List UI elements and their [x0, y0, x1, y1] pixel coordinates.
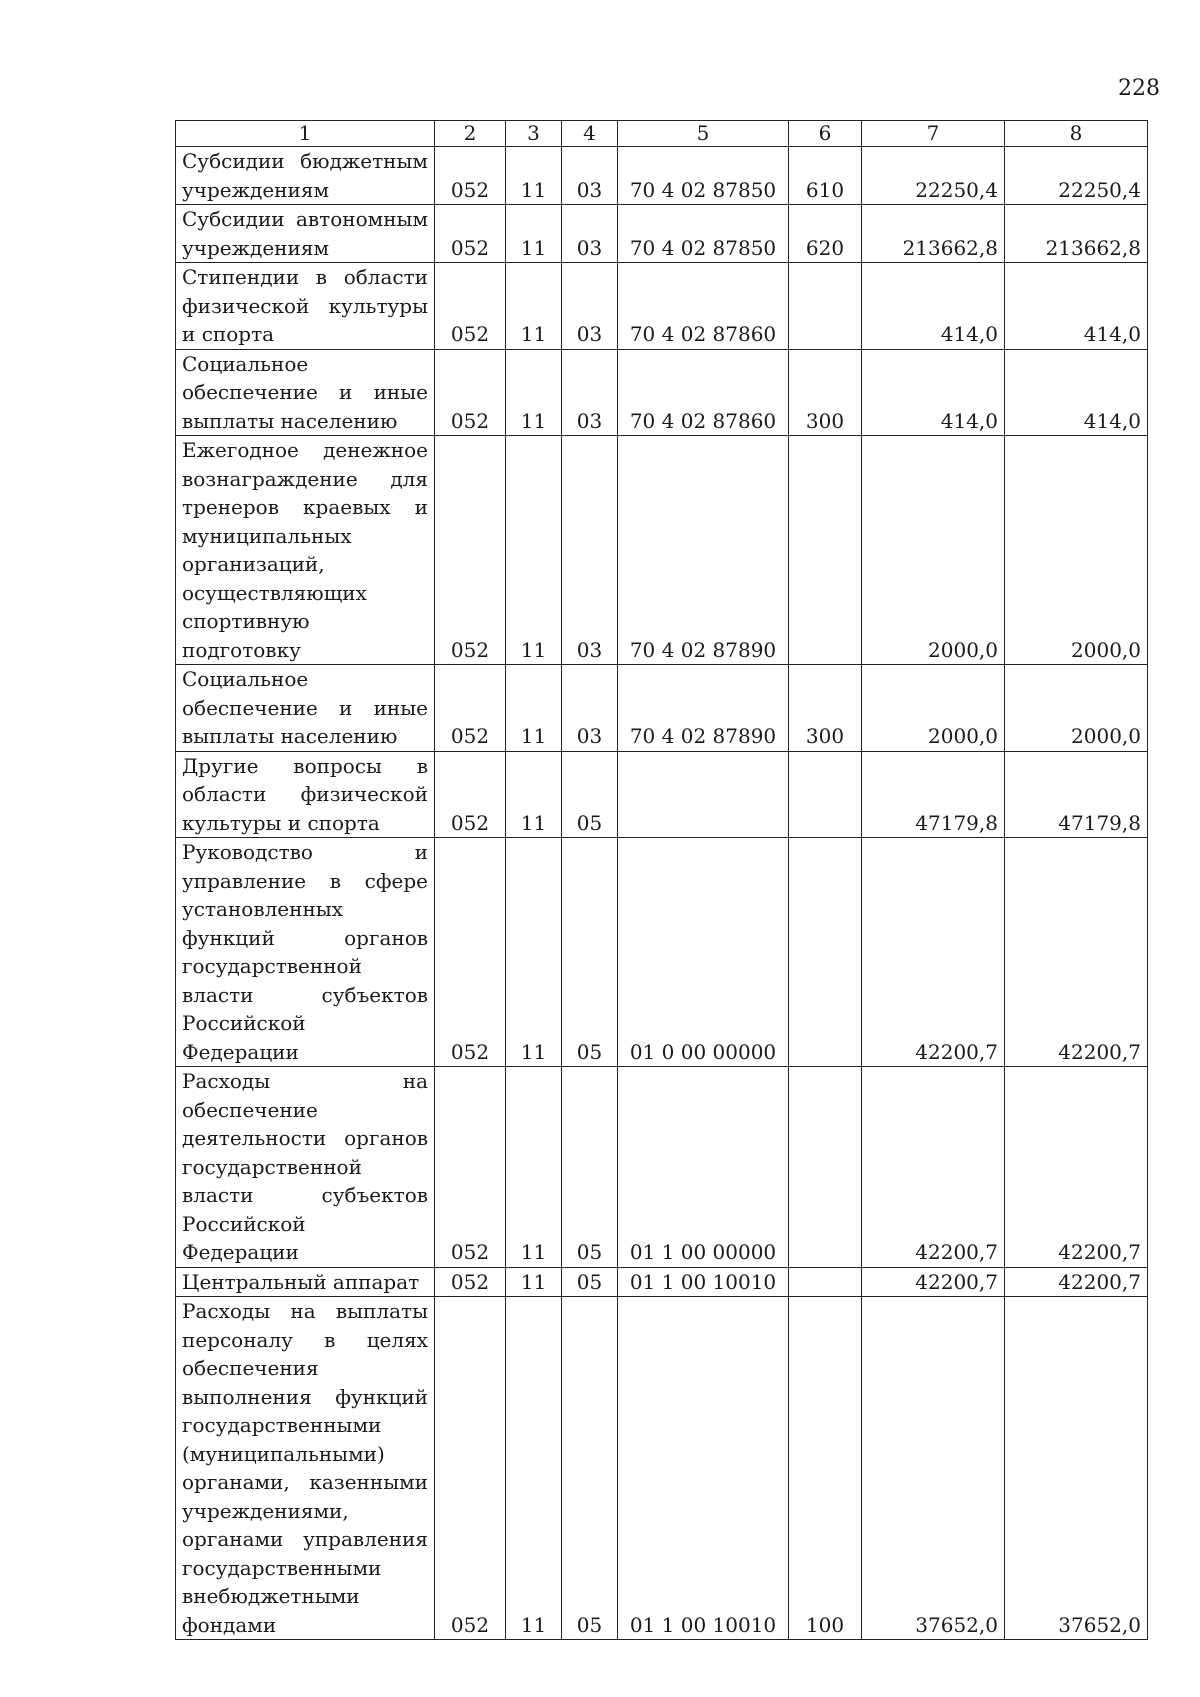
row-expense-type: 620	[789, 205, 862, 263]
table-row	[176, 349, 1148, 436]
row-ministry-code: 052	[435, 205, 506, 263]
row-section: 11	[506, 1297, 562, 1640]
row-expense-type: 610	[789, 147, 862, 205]
table-row	[176, 1297, 1148, 1640]
row-amount-8: 213662,8	[1005, 205, 1148, 263]
row-name: Социальное обеспечение и иные выплаты населению	[176, 665, 435, 752]
row-section: 11	[506, 838, 562, 1067]
row-section: 11	[506, 263, 562, 350]
row-subsection: 05	[562, 1267, 618, 1297]
row-target-article: 70 4 02 87890	[618, 436, 789, 665]
row-ministry-code: 052	[435, 751, 506, 838]
header-cell: 4	[562, 121, 618, 147]
row-expense-type: 300	[789, 349, 862, 436]
row-section: 11	[506, 147, 562, 205]
row-section: 11	[506, 436, 562, 665]
row-amount-8: 22250,4	[1005, 147, 1148, 205]
row-target-article: 70 4 02 87850	[618, 147, 789, 205]
row-amount-7: 22250,4	[862, 147, 1005, 205]
header-cell: 3	[506, 121, 562, 147]
row-expense-type	[789, 263, 862, 350]
row-amount-7: 37652,0	[862, 1297, 1005, 1640]
row-subsection: 03	[562, 436, 618, 665]
row-amount-7: 42200,7	[862, 1067, 1005, 1268]
row-amount-7: 42200,7	[862, 838, 1005, 1067]
row-expense-type	[789, 436, 862, 665]
row-name: Расходы на выплаты персоналу в целях обеспечения выполнения функций государственными (муниципальными) органами, казенными учреждениями, органами управления государственными внебюджетными фондами	[176, 1297, 435, 1640]
row-amount-7: 47179,8	[862, 751, 1005, 838]
header-cell: 8	[1005, 121, 1148, 147]
row-subsection: 03	[562, 263, 618, 350]
row-expense-type: 100	[789, 1297, 862, 1640]
row-ministry-code: 052	[435, 263, 506, 350]
page-number: 228	[1118, 76, 1160, 101]
row-expense-type: 300	[789, 665, 862, 752]
row-amount-8: 414,0	[1005, 349, 1148, 436]
table-row	[176, 1267, 1148, 1297]
row-name: Руководство и управление в сфере установленных функций органов государственной власти субъектов Российской Федерации	[176, 838, 435, 1067]
row-name: Ежегодное денежное вознаграждение для тренеров краевых и муниципальных организаций, осуществляющих спортивную подготовку	[176, 436, 435, 665]
row-expense-type	[789, 838, 862, 1067]
row-amount-8: 42200,7	[1005, 838, 1148, 1067]
row-subsection: 03	[562, 205, 618, 263]
row-name: Субсидии бюджетным учреждениям	[176, 147, 435, 205]
row-section: 11	[506, 349, 562, 436]
row-target-article: 01 0 00 00000	[618, 838, 789, 1067]
row-amount-7: 2000,0	[862, 665, 1005, 752]
row-ministry-code: 052	[435, 436, 506, 665]
header-cell: 7	[862, 121, 1005, 147]
row-expense-type	[789, 751, 862, 838]
row-amount-7: 213662,8	[862, 205, 1005, 263]
row-amount-8: 2000,0	[1005, 665, 1148, 752]
row-target-article: 01 1 00 00000	[618, 1067, 789, 1268]
row-ministry-code: 052	[435, 838, 506, 1067]
row-amount-7: 42200,7	[862, 1267, 1005, 1297]
row-section: 11	[506, 205, 562, 263]
row-subsection: 05	[562, 751, 618, 838]
row-subsection: 03	[562, 665, 618, 752]
row-amount-8: 47179,8	[1005, 751, 1148, 838]
row-section: 11	[506, 1267, 562, 1297]
row-subsection: 03	[562, 147, 618, 205]
row-name: Другие вопросы в области физической культуры и спорта	[176, 751, 435, 838]
row-name: Центральный аппарат	[176, 1267, 435, 1297]
row-ministry-code: 052	[435, 1297, 506, 1640]
row-amount-8: 414,0	[1005, 263, 1148, 350]
row-amount-7: 414,0	[862, 263, 1005, 350]
row-expense-type	[789, 1267, 862, 1297]
row-target-article: 01 1 00 10010	[618, 1267, 789, 1297]
row-name: Социальное обеспечение и иные выплаты населению	[176, 349, 435, 436]
row-ministry-code: 052	[435, 665, 506, 752]
row-amount-8: 42200,7	[1005, 1267, 1148, 1297]
row-name: Субсидии автономным учреждениям	[176, 205, 435, 263]
table-header-row	[176, 121, 1148, 147]
row-name: Расходы на обеспечение деятельности органов государственной власти субъектов Российской Федерации	[176, 1067, 435, 1268]
row-target-article: 70 4 02 87860	[618, 263, 789, 350]
row-target-article: 70 4 02 87890	[618, 665, 789, 752]
header-cell: 5	[618, 121, 789, 147]
table-row	[176, 147, 1148, 205]
row-expense-type	[789, 1067, 862, 1268]
table-row	[176, 436, 1148, 665]
header-cell: 6	[789, 121, 862, 147]
row-subsection: 03	[562, 349, 618, 436]
table-row	[176, 205, 1148, 263]
header-cell: 1	[176, 121, 435, 147]
row-ministry-code: 052	[435, 147, 506, 205]
table-row	[176, 263, 1148, 350]
header-cell: 2	[435, 121, 506, 147]
table-row	[176, 751, 1148, 838]
row-ministry-code: 052	[435, 1067, 506, 1268]
row-amount-8: 2000,0	[1005, 436, 1148, 665]
row-target-article	[618, 751, 789, 838]
table-row	[176, 1067, 1148, 1268]
row-ministry-code: 052	[435, 349, 506, 436]
row-amount-8: 37652,0	[1005, 1297, 1148, 1640]
row-subsection: 05	[562, 1067, 618, 1268]
budget-table	[175, 120, 1148, 1640]
row-section: 11	[506, 751, 562, 838]
row-section: 11	[506, 665, 562, 752]
table-row	[176, 665, 1148, 752]
row-amount-7: 414,0	[862, 349, 1005, 436]
row-subsection: 05	[562, 838, 618, 1067]
row-section: 11	[506, 1067, 562, 1268]
row-target-article: 70 4 02 87850	[618, 205, 789, 263]
row-ministry-code: 052	[435, 1267, 506, 1297]
row-target-article: 01 1 00 10010	[618, 1297, 789, 1640]
row-amount-8: 42200,7	[1005, 1067, 1148, 1268]
row-target-article: 70 4 02 87860	[618, 349, 789, 436]
table-row	[176, 838, 1148, 1067]
row-subsection: 05	[562, 1297, 618, 1640]
row-amount-7: 2000,0	[862, 436, 1005, 665]
row-name: Стипендии в области физической культуры и спорта	[176, 263, 435, 350]
